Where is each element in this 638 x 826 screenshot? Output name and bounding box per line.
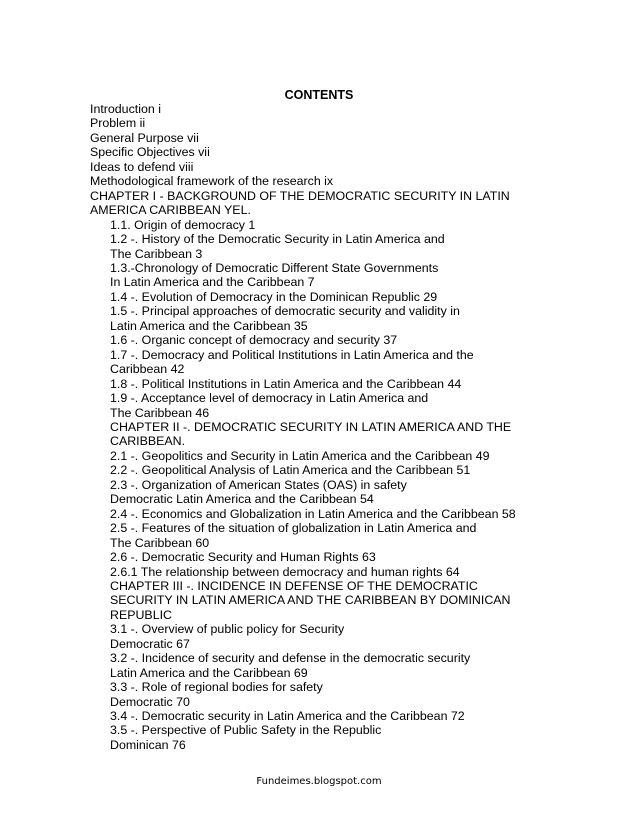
toc-entry: 3.3 -. Role of regional bodies for safety	[110, 680, 323, 695]
toc-entry: 1.2 -. History of the Democratic Security in Latin America and	[110, 232, 445, 247]
toc-entry: General Purpose vii	[90, 130, 199, 145]
toc-entry: 1.7 -. Democracy and Political Institutions in Latin America and the	[110, 347, 474, 362]
toc-entry: Democratic 67	[110, 636, 190, 651]
toc-entry: 2.2 -. Geopolitical Analysis of Latin America and the Caribbean 51	[110, 463, 471, 478]
toc-entry: The Caribbean 46	[110, 405, 210, 420]
toc-entry: Specific Objectives vii	[90, 145, 210, 160]
toc-entry: 3.2 -. Incidence of security and defense in the democratic security	[110, 651, 471, 666]
page-title: CONTENTS	[284, 88, 354, 102]
page-footer: Fundeimes.blogspot.com	[256, 776, 382, 787]
toc-entry: REPUBLIC	[110, 607, 172, 622]
toc-entry: The Caribbean 3	[110, 246, 203, 261]
toc-entry: 2.6 -. Democratic Security and Human Rights 63	[110, 550, 376, 565]
toc-entry: 1.9 -. Acceptance level of democracy in Latin America and	[110, 391, 429, 406]
toc-entry: 2.4 -. Economics and Globalization in Latin America and the Caribbean 58	[110, 506, 516, 521]
toc-entry: Introduction i	[90, 102, 161, 116]
toc-entry: Dominican 76	[110, 737, 186, 752]
toc-entry: 1.4 -. Evolution of Democracy in the Dominican Republic 29	[110, 289, 438, 304]
toc-entry: CHAPTER III -. INCIDENCE IN DEFENSE OF THE DEMOCRATIC	[110, 578, 478, 593]
toc-entry: Ideas to defend viii	[90, 159, 194, 174]
toc-entry: 1.3.-Chronology of Democratic Different State Governments	[110, 260, 439, 275]
toc-entry: The Caribbean 60	[110, 535, 210, 550]
toc-entry: Democratic Latin America and the Caribbean 54	[110, 492, 374, 507]
toc-entry: CARIBBEAN.	[110, 434, 186, 449]
toc-entry: CHAPTER II -. DEMOCRATIC SECURITY IN LATIN AMERICA AND THE	[110, 419, 512, 434]
toc-entry: SECURITY IN LATIN AMERICA AND THE CARIBBEAN BY DOMINICAN	[110, 593, 511, 608]
toc-entry: 1.8 -. Political Institutions in Latin America and the Caribbean 44	[110, 376, 462, 391]
toc-entry: 2.5 -. Features of the situation of globalization in Latin America and	[110, 521, 477, 536]
toc-entry: 3.1 -. Overview of public policy for Security	[110, 622, 345, 637]
toc-entry: 1.1. Origin of democracy 1	[110, 217, 256, 232]
toc-entry: 2.1 -. Geopolitics and Security in Latin America and the Caribbean 49	[110, 448, 490, 463]
toc-entry: In Latin America and the Caribbean 7	[110, 275, 315, 290]
toc-entry: AMERICA CARIBBEAN YEL.	[90, 203, 251, 218]
toc-entry: Problem ii	[90, 116, 146, 131]
toc-entry: 1.6 -. Organic concept of democracy and security 37	[110, 333, 398, 348]
toc-entry: Democratic 70	[110, 694, 190, 709]
toc-entry: Latin America and the Caribbean 35	[110, 318, 308, 333]
toc-entry: Methodological framework of the research ix	[90, 174, 334, 189]
toc-entry: 2.3 -. Organization of American States (OAS) in safety	[110, 477, 407, 492]
toc-entry: 3.5 -. Perspective of Public Safety in the Republic	[110, 723, 382, 738]
toc-entry: Latin America and the Caribbean 69	[110, 665, 308, 680]
toc-entry: 2.6.1 The relationship between democracy and human rights 64	[110, 564, 460, 579]
toc-entry: Caribbean 42	[110, 362, 185, 377]
toc-entry: 3.4 -. Democratic security in Latin America and the Caribbean 72	[110, 709, 465, 724]
toc-entry: CHAPTER I - BACKGROUND OF THE DEMOCRATIC SECURITY IN LATIN	[90, 188, 510, 203]
table-of-contents	[90, 102, 550, 752]
toc-entry: 1.5 -. Principal approaches of democratic security and validity in	[110, 304, 460, 319]
